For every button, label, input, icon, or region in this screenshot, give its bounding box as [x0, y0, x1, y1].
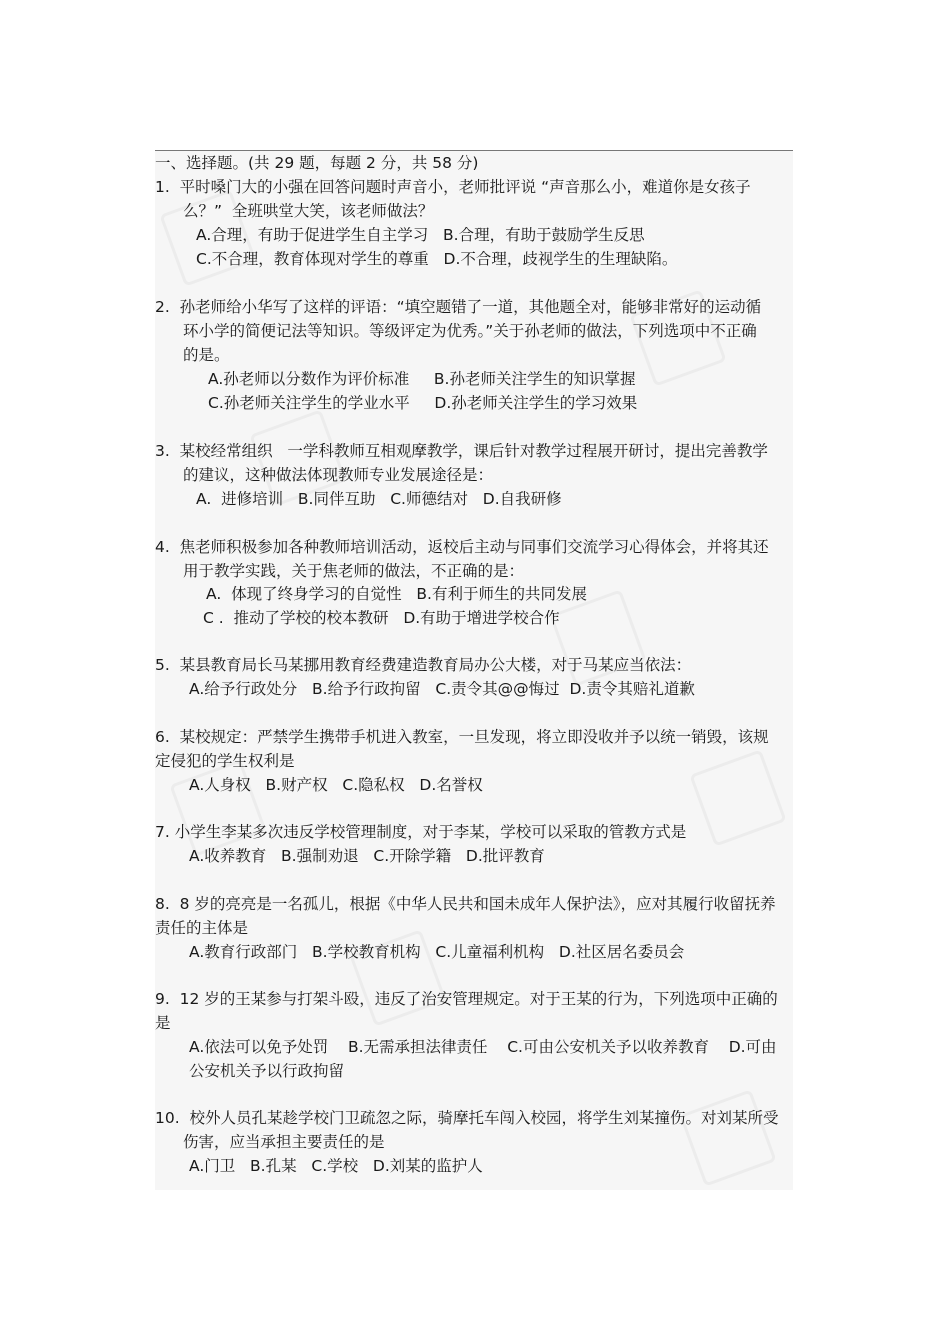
question-7-line-1: 7. 小学生李某多次违反学校管理制度，对于李某，学校可以采取的管教方式是	[155, 823, 687, 841]
question-9-options-1: A.依法可以免予处罚 B.无需承担法律责任 C.可由公安机关予以收养教育 D.可由	[189, 1038, 777, 1056]
question-8-line-1: 8. 8 岁的亮亮是一名孤儿，根据《中华人民共和国未成年人保护法》，应对其履行收留抚养	[155, 895, 776, 913]
question-2-options-2: C.孙老师关注学生的学业水平 D.孙老师关注学生的学习效果	[208, 394, 638, 412]
question-1-options-1: A.合理，有助于促进学生自主学习 B.合理，有助于鼓励学生反思	[196, 226, 645, 244]
question-3-line-1: 3. 某校经常组织 一学科教师互相观摩教学，课后针对教学过程展开研讨，提出完善教学	[155, 442, 768, 460]
question-2-line-2: 环小学的简便记法等知识。等级评定为优秀。”关于孙老师的做法，下列选项中不正确	[183, 322, 757, 340]
section-title: 一、选择题。(共 29 题，每题 2 分，共 58 分)	[155, 154, 479, 172]
top-rule	[155, 150, 793, 151]
question-5-line-1: 5. 某县教育局长马某挪用教育经费建造教育局办公大楼，对于马某应当依法：	[155, 656, 692, 674]
question-1-options-2: C.不合理，教育体现对学生的尊重 D.不合理，歧视学生的生理缺陷。	[196, 250, 678, 268]
question-5-options-1: A.给予行政处分 B.给予行政拘留 C.责令其@@悔过 D.责令其赔礼道歉	[189, 680, 695, 698]
question-6-options-1: A.人身权 B.财产权 C.隐私权 D.名誉权	[189, 776, 483, 794]
question-2-options-1: A.孙老师以分数作为评价标准 B.孙老师关注学生的知识掌握	[208, 370, 636, 388]
question-8-line-2: 责任的主体是	[155, 919, 249, 937]
question-4-line-2: 用于教学实践，关于焦老师的做法，不正确的是：	[183, 562, 525, 580]
question-6-line-2: 定侵犯的学生权利是	[155, 752, 295, 770]
question-3-options-1: A. 进修培训 B.同伴互助 C.师德结对 D.自我研修	[196, 490, 562, 508]
question-9-line-2: 是	[155, 1014, 171, 1032]
question-1-line-2: 么？” 全班哄堂大笑，该老师做法？	[183, 202, 434, 220]
question-4-line-1: 4. 焦老师积极参加各种教师培训活动，返校后主动与同事们交流学习心得体会，并将其还	[155, 538, 769, 556]
question-4-options-2: C . 推动了学校的校本教研 D.有助于增进学校合作	[203, 609, 560, 627]
question-2-line-3: 的是。	[183, 346, 230, 364]
question-1-line-1: 1. 平时嗓门大的小强在回答问题时声音小，老师批评说 “声音那么小，难道你是女孩子	[155, 178, 751, 196]
question-4-options-1: A. 体现了终身学习的自觉性 B.有利于师生的共同发展	[206, 585, 587, 603]
question-8-options-1: A.教育行政部门 B.学校教育机构 C.儿童福利机构 D.社区居名委员会	[189, 943, 685, 961]
question-7-options-1: A.收养教育 B.强制劝退 C.开除学籍 D.批评教育	[189, 847, 545, 865]
question-9-line-1: 9. 12 岁的王某参与打架斗殴，违反了治安管理规定。对于王某的行为，下列选项中正确的	[155, 990, 778, 1008]
question-10-line-1: 10. 校外人员孔某趁学校门卫疏忽之际，骑摩托车闯入校园，将学生刘某撞伤。对刘某所受	[155, 1109, 779, 1127]
question-9-options-2: 公安机关予以行政拘留	[189, 1062, 345, 1080]
question-3-line-2: 的建议，这种做法体现教师专业发展途径是：	[183, 466, 494, 484]
question-10-options-1: A.门卫 B.孔某 C.学校 D.刘某的监护人	[189, 1157, 483, 1175]
question-6-line-1: 6. 某校规定：严禁学生携带手机进入教室，一旦发现，将立即没收并予以统一销毁，该规	[155, 728, 769, 746]
question-2-line-1: 2. 孙老师给小华写了这样的评语：“填空题错了一道，其他题全对，能够非常好的运动循	[155, 298, 762, 316]
question-10-line-2: 伤害，应当承担主要责任的是	[183, 1133, 385, 1151]
